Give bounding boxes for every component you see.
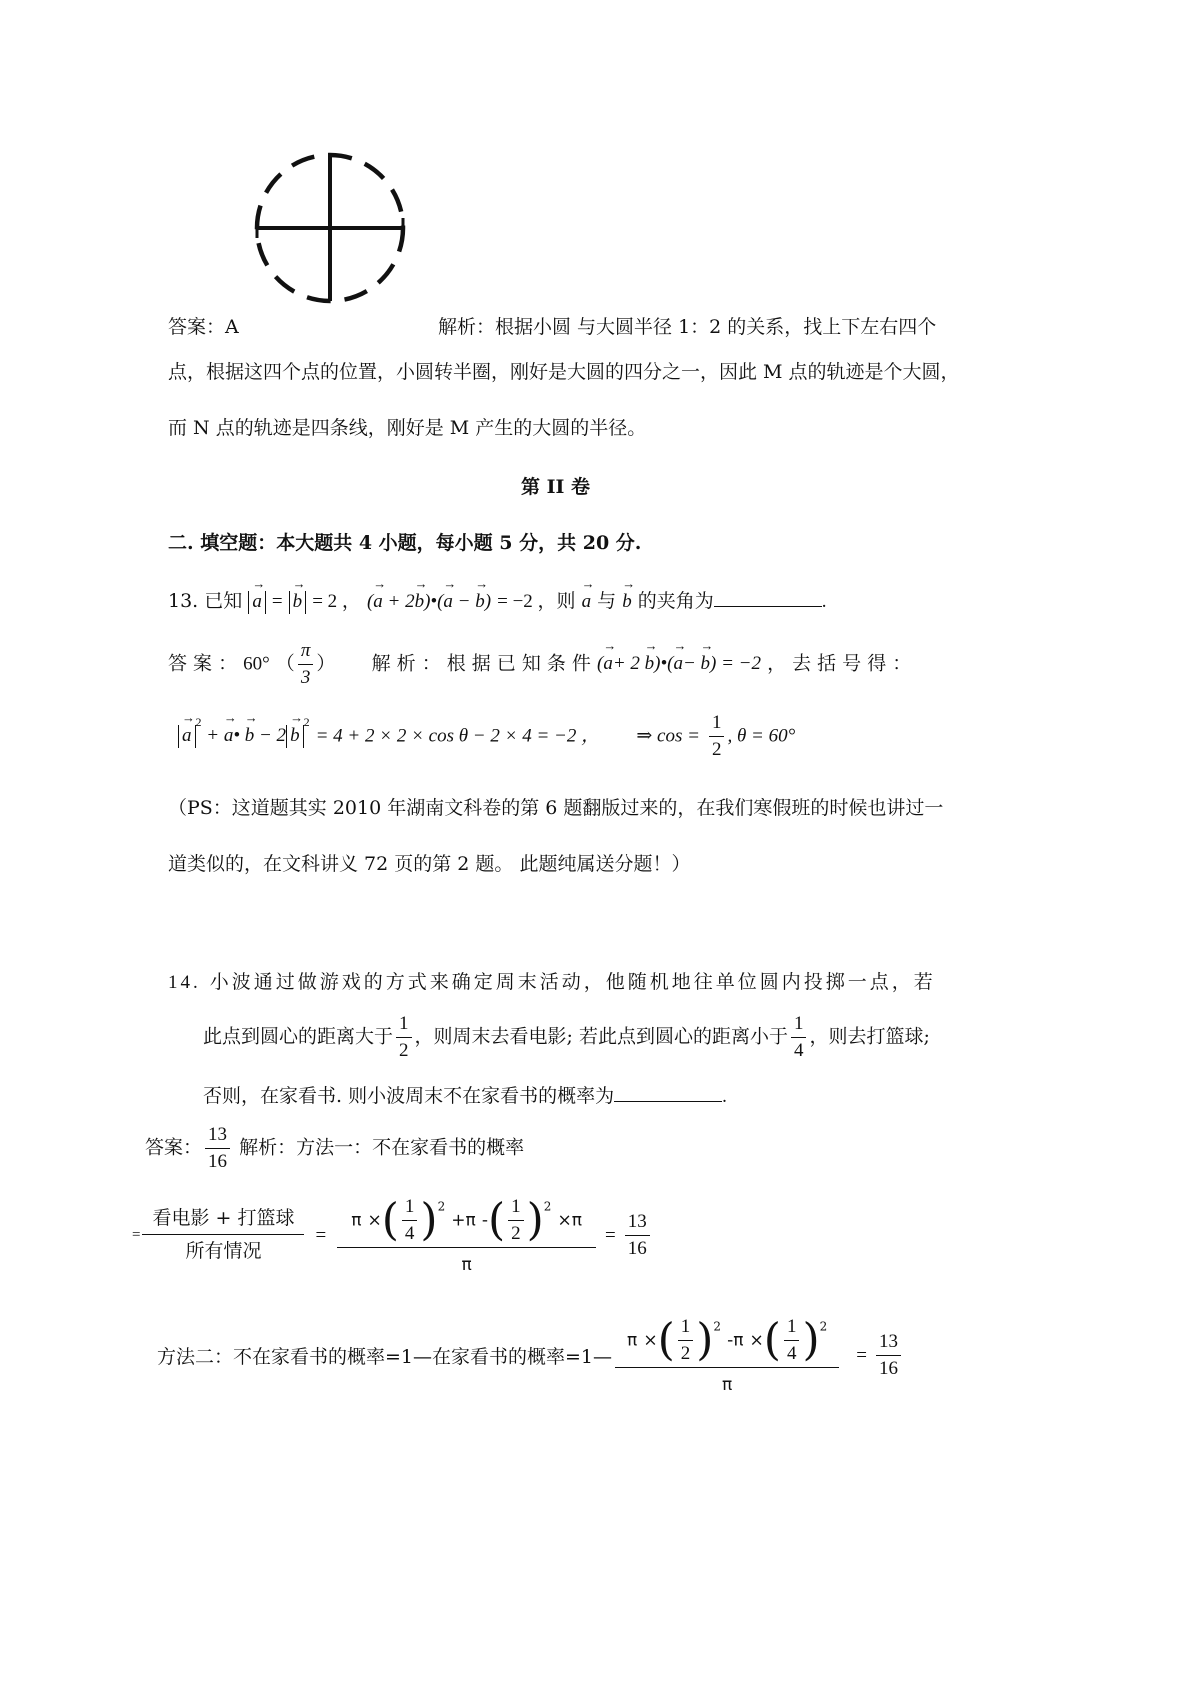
q14-m1-area-fraction: π ×( $\frac{1}{4}$ )$^2$ +π -( $\frac{1}{2}$ )$^2$ ×π π — [337, 1196, 596, 1275]
q14-answer-blank — [614, 1083, 722, 1102]
q14-number: 14. — [168, 972, 201, 993]
q14-line1-text: 小波通过做游戏的方式来确定周末活动，他随机地往单位圆内投掷一点，若 — [209, 971, 936, 993]
q14-analysis-method1: 解析：方法一：不在家看书的概率 — [239, 1136, 525, 1159]
q14-m2-area-fraction: π ×( $\frac{1}{2}$ )$^2$ -π ×( $\frac{1}{4}$ )$^2$ π — [615, 1316, 839, 1395]
q14-m1-word-fraction: $\frac{\text{看电影 + 打篮球}}{\text{所有情况}}$ — [142, 1208, 304, 1263]
q13-stem-known: 已知 — [204, 590, 243, 612]
q12-analysis-line3: 而 N 点的轨迹是四条线，刚好是 M 产生的大圆的半径。 — [168, 417, 647, 439]
q14-line2-a: 此点到圆心的距离大于 — [203, 1025, 394, 1048]
q13-stem-and: 与 — [597, 590, 617, 612]
q14-line2-b: ，则周末去看电影; 若此点到圆心的距离小于 — [414, 1025, 788, 1048]
q14-method1-equation: = $\frac{\text{看电影 + 打篮球}}{\text{所有情况}}$ = π ×( $\frac{1}{4}$ )$^2$ +π -( $\frac{1}{2}$ )$^2$ ×π π = $\frac{13}{16}$ — [132, 1196, 653, 1275]
q13-stem-angle: 的夹角为 — [637, 590, 714, 612]
dashed-circle-figure — [250, 150, 410, 308]
q13-stem-eq-neg2: = −2 ，则 — [497, 591, 576, 612]
q13-conclusion-pre: ⇒ cos = — [636, 725, 700, 747]
q13-derivation-row — [178, 712, 795, 761]
q13-derivation-lhs: → $a^2$ + → a• → $b - 2\to b^2$ — [178, 725, 310, 746]
q13-ps-line2: 道类似的，在文科讲义 72 页的第 2 题。 此题纯属送分题！） — [168, 853, 691, 875]
q14-line3-text: 否则，在家看书. 则小波周末不在家看书的概率为 — [203, 1085, 615, 1107]
q14-quarter-fraction: $\frac{1}{4}$ — [791, 1013, 807, 1062]
q13-answer-blank — [714, 588, 822, 607]
q14-line3 — [203, 1081, 727, 1108]
q14-m1-result-fraction: $\frac{13}{16}$ — [625, 1211, 650, 1260]
section-heading: 二. 填空题：本大题共 4 小题，每小题 5 分，共 20 分. — [168, 532, 642, 554]
q14-method2-equation: 方法二：不在家看书的概率=1—在家看书的概率=1— π ×( $\frac{1}{2}$ )$^2$ -π ×( $\frac{1}{4}$ )$^2$ π = $\frac{13}{16}$ — [157, 1316, 904, 1395]
q13-analysis-label: 解 析 ： 根 据 已 知 条 件 — [371, 652, 591, 675]
q13-conclusion-fraction: $\frac{1}{2}$ — [709, 712, 725, 761]
q14-line2-c: ，则去打篮球; — [809, 1025, 930, 1048]
q13-answer-pi-fraction: $\frac{\pi}{3}$ — [298, 640, 314, 689]
q14-m2-result-fraction: $\frac{13}{16}$ — [876, 1331, 901, 1380]
q13-analysis-after: ， 去 括 号 得 ： — [767, 652, 912, 675]
q13-answer-row: 答 案 ： 60° （ $\frac{\pi}{3}$ ） 解 析 ： 根 据 已 知 条 件 (→ a+ 2 → b)•(→ a− → b) = −2 ， 去 括 号 得 ： — [168, 640, 911, 689]
q14-answer-row — [145, 1124, 524, 1173]
q13-stem-eq2: = 2 ， — [312, 591, 361, 612]
q13-vec-a: → a — [582, 591, 592, 613]
q13-norm-b: → b — [289, 591, 307, 614]
q12-analysis-line2: 点，根据这四个点的位置，小圆转半圈，刚好是大圆的四分之一，因此 M 点的轨迹是个大圆， — [168, 361, 960, 383]
q14-half-fraction: $\frac{1}{2}$ — [396, 1013, 412, 1062]
section-title: 第 II 卷 — [521, 476, 591, 498]
q14-answer-label: 答案： — [145, 1136, 203, 1159]
q14-line2 — [203, 1013, 930, 1062]
q13-number: 13. — [168, 590, 199, 612]
q13-derivation: = 4 + 2 × 2 × cos θ − 2 × 4 = −2 ， — [315, 725, 601, 747]
q14-line1 — [168, 967, 936, 994]
q13-analysis-expr: (→ a+ 2 → b)•(→ a− → b) = −2 — [597, 653, 761, 674]
q13-ps-line1: （PS：这道题其实 2010 年湖南文科卷的第 6 题翻版过来的，在我们寒假班的时候也讲过一 — [168, 797, 944, 819]
q13-answer-value: 60° — [243, 653, 270, 675]
q14-period: . — [722, 1086, 727, 1107]
q13-stem: 13. 已知 → a = → b = 2 ， (→ a + 2→ b)•(→ a − → b) = −2 ，则 → a 与 → b 的夹角为 . — [168, 586, 827, 614]
q13-answer-label: 答 案 ： — [168, 652, 238, 675]
q13-product-expr: (→ a + 2→ b)•(→ a − → b) — [367, 591, 491, 612]
q13-vec-b: → b — [622, 591, 632, 613]
q14-method2-text: 方法二：不在家看书的概率=1—在家看书的概率=1— — [157, 1346, 613, 1369]
q12-analysis-line1: 解析：根据小圆 与大圆半径 1：2 的关系，找上下左右四个 — [438, 316, 937, 338]
q14-answer-fraction: $\frac{13}{16}$ — [205, 1124, 230, 1173]
q13-conclusion-post: , θ = 60° — [727, 725, 796, 747]
q13-norm-a: → a — [248, 591, 266, 614]
q12-answer: 答案：A — [168, 316, 239, 338]
